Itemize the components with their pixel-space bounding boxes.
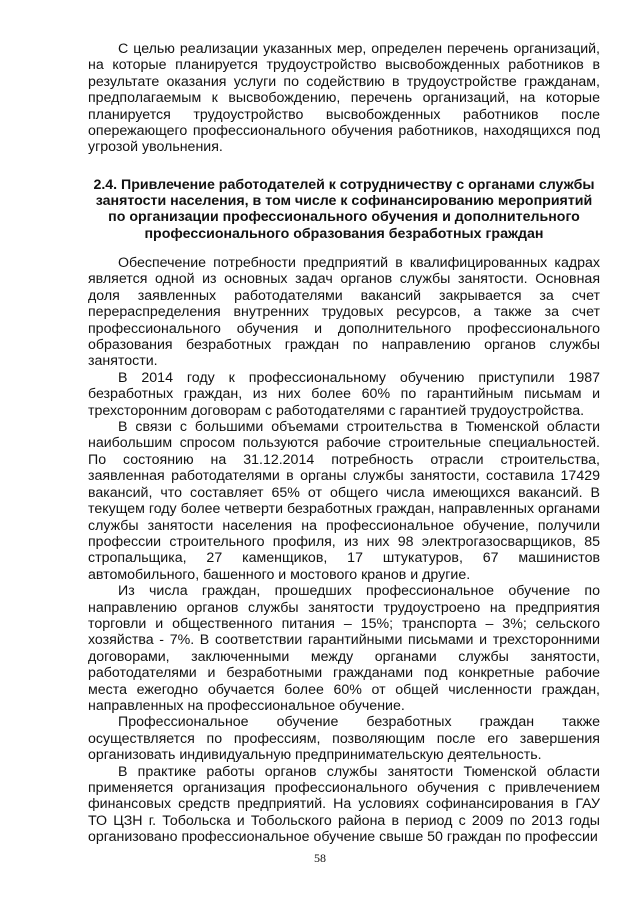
intro-block bbox=[88, 41, 600, 156]
intro-paragraph: С целью реализации указанных мер, определен перечень организаций, на которые планируется трудоустройство высвобожденных работников в результате оказания услуги по содействию в трудоустройстве гражданам, предполагаемым к высвобождению, перечень организаций, на которые планируется трудоустройство высвобожденных работников после опережающего профессионального обучения работников, находящихся под угрозой увольнения. bbox=[88, 41, 600, 156]
paragraph: В связи с большими объемами строительства в Тюменской области наибольшим спросом пользуются рабочие строительные специальностей. По состоянию на 31.12.2014 потребность отрасли строительства, заявленная работодателями в органы службы занятости, составила 17429 вакансий, что составляет 65% от общего числа имеющихся вакансий. В текущем году более четверти безработных граждан, направленных органами службы занятости населения на профессиональное обучение, получили профессии строительного профиля, из них 98 электрогазосварщиков, 85 стропальщика, 27 каменщиков, 17 штукатуров, 67 машинистов автомобильного, башенного и мостового кранов и другие. bbox=[88, 419, 600, 583]
paragraph: В 2014 году к профессиональному обучению приступили 1987 безработных граждан, из них более 60% по гарантийным письмам и трехсторонним договорам с работодателями с гарантией трудоустройства. bbox=[88, 369, 600, 419]
section-heading: 2.4. Привлечение работодателей к сотрудничеству с органами службы занятости населения, в том числе к софинансированию мероприятий по организации профессионального обучения и дополнительного профессионального образования безработных граждан bbox=[93, 177, 595, 242]
page-number: 58 bbox=[314, 851, 326, 865]
paragraph: Профессиональное обучение безработных граждан также осуществляется по профессиям, позволяющим после его завершения организовать индивидуальную предпринимательскую деятельность. bbox=[88, 714, 600, 764]
section-body bbox=[88, 255, 600, 846]
paragraph: Из числа граждан, прошедших профессиональное обучение по направлению органов службы занятости трудоустроено на предприятия торговли и общественного питания – 15%; транспорта – 3%; сельского хозяйства - 7%. В соответствии гарантийными письмами и трехсторонними договорами, заключенными между органами службы занятости, работодателями и безработными гражданами под конкретные рабочие места ежегодно обучается более 60% от общей численности граждан, направленных на профессиональное обучение. bbox=[88, 583, 600, 714]
paragraph: Обеспечение потребности предприятий в квалифицированных кадрах является одной из основных задач органов службы занятости. Основная доля заявленных работодателями вакансий закрывается за счет перераспределения внутренних трудовых ресурсов, а также за счет профессионального обучения и дополнительного профессионального образования безработных граждан по направлению органов службы занятости. bbox=[88, 255, 600, 370]
paragraph: В практике работы органов службы занятости Тюменской области применяется организация профессионального обучения с привлечением финансовых средств предприятий. На условиях софинансирования в ГАУ ТО ЦЗН г. Тобольска и Тобольского района в период с 2009 по 2013 годы организовано профессиональное обучение свыше 50 граждан по профессии bbox=[88, 763, 600, 846]
